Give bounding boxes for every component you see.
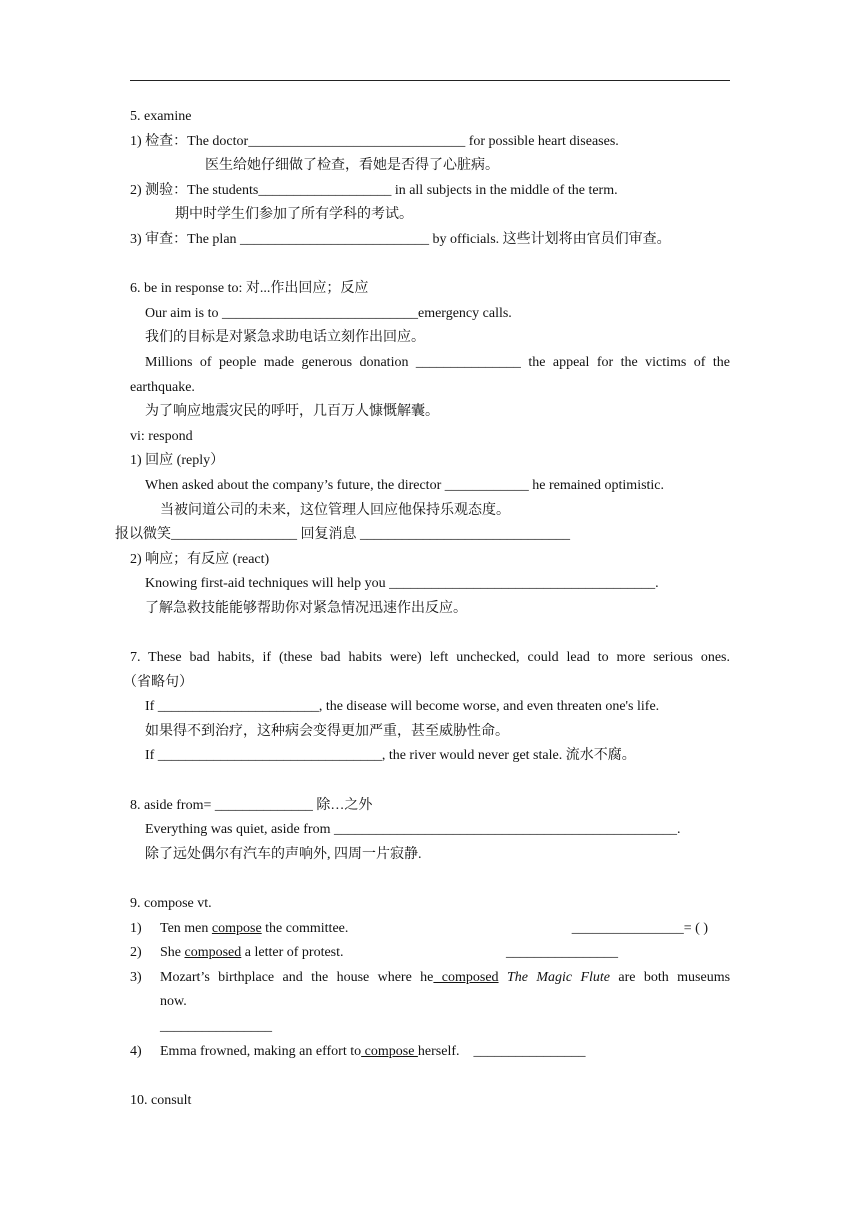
item-text: Mozart’s birthplace and the house where he: [160, 969, 434, 985]
answer-blank: ________________: [506, 945, 618, 961]
section-9-heading: 9. compose vt.: [130, 896, 212, 911]
underlined-word: composed: [184, 945, 242, 961]
s6-sub-2-en: Knowing first-aid techniques will help you ______________________________________.: [145, 576, 659, 592]
item-text: a letter of protest.: [241, 945, 344, 961]
answer-blank: ________________: [473, 1043, 586, 1059]
item-text: She: [160, 945, 185, 961]
s9-item-3-blank: ________________: [160, 1018, 272, 1034]
item-number: 3): [130, 969, 142, 985]
section-5-heading: 5. examine: [130, 109, 192, 124]
s6-vi: vi: respond: [130, 428, 193, 444]
s8-line-1-cn: 除了远处偶尔有汽车的声响外, 四周一片寂静.: [145, 846, 422, 862]
s6-line-1-cn: 我们的目标是对紧急求助电话立刻作出回应。: [145, 330, 425, 346]
section-10-heading: 10. consult: [130, 1092, 192, 1108]
underlined-word: composed: [433, 969, 499, 985]
work-title: The Magic Flute: [506, 969, 611, 985]
s6-line-2-cn: 为了响应地震灾民的呼吁，几百万人慷慨解囊。: [145, 404, 439, 420]
item-text: herself.: [417, 1043, 460, 1059]
s5-line-2-cn: 期中时学生们参加了所有学科的考试。: [175, 207, 413, 223]
s7-line-1: If _______________________, the disease will become worse, and even threaten one's life.: [145, 699, 660, 715]
s9-item-4: [130, 1040, 730, 1065]
section-6-heading: 6. be in response to: 对...作出回应；反应: [130, 281, 369, 297]
s9-item-3: [130, 966, 730, 991]
s7-line-2: If ________________________________, the river would never get stale. 流水不腐。: [145, 748, 636, 764]
section-7-heading: 7. These bad habits, if (these bad habits were) left unchecked, could lead to more serious ones.: [130, 650, 730, 666]
s6-sub-1-cn: 当被问道公司的未来，这位管理人回应他保持乐观态度。: [160, 502, 510, 518]
s6-line-2-cont: earthquake.: [130, 379, 195, 395]
s5-line-1-cn: 医生给她仔细做了检查，看她是否得了心脏病。: [205, 158, 499, 174]
item-number: 2): [130, 945, 142, 961]
s6-line-2: Millions of people made generous donation _______________ the appeal for the victims of the: [145, 354, 730, 370]
answer-blank: ________________= ( ): [571, 920, 708, 936]
s8-line-1: Everything was quiet, aside from _________________________________________________.: [145, 822, 681, 838]
s5-line-1: 1) 检查：The doctor_______________________________ for possible heart diseases.: [130, 133, 619, 149]
item-text: Ten men: [160, 920, 212, 936]
s5-line-2: 2) 测验：The students___________________ in all subjects in the middle of the term.: [130, 182, 618, 198]
item-number: 1): [130, 920, 142, 936]
s5-line-3: 3) 审查：The plan ___________________________ by officials. 这些计划将由官员们审查。: [130, 231, 671, 247]
underlined-word: compose: [361, 1043, 418, 1059]
item-text: the committee.: [261, 920, 349, 936]
s7-line-1-cn: 如果得不到治疗，这种病会变得更加严重，甚至威胁性命。: [145, 723, 509, 739]
header-rule: [130, 80, 730, 81]
s9-item-2: [130, 941, 730, 966]
s6-sub-1-extra: 报以微笑__________________ 回复消息 ______________________________: [115, 527, 570, 543]
underlined-word: compose: [211, 920, 262, 936]
item-number: 4): [130, 1043, 142, 1059]
item-text: are both museums: [610, 969, 731, 985]
s9-item-3-cont: now.: [160, 994, 187, 1010]
worksheet-page: [115, 105, 731, 1113]
s6-sub-1: 1) 回应 (reply）: [130, 453, 225, 469]
item-text: Emma frowned, making an effort to: [160, 1043, 362, 1059]
section-8-heading: 8. aside from= ______________ 除…之外: [130, 797, 373, 813]
s6-line-1: Our aim is to ____________________________emergency calls.: [145, 305, 512, 321]
section-7-heading-cont: （省略句）: [123, 674, 193, 690]
s6-sub-2-cn: 了解急救技能能够帮助你对紧急情况迅速作出反应。: [145, 600, 467, 616]
s6-sub-2: 2) 响应；有反应 (react): [130, 551, 270, 567]
s6-sub-1-en: When asked about the company’s future, the director ____________ he remained optimistic.: [145, 477, 665, 493]
s9-item-1: [130, 917, 730, 942]
